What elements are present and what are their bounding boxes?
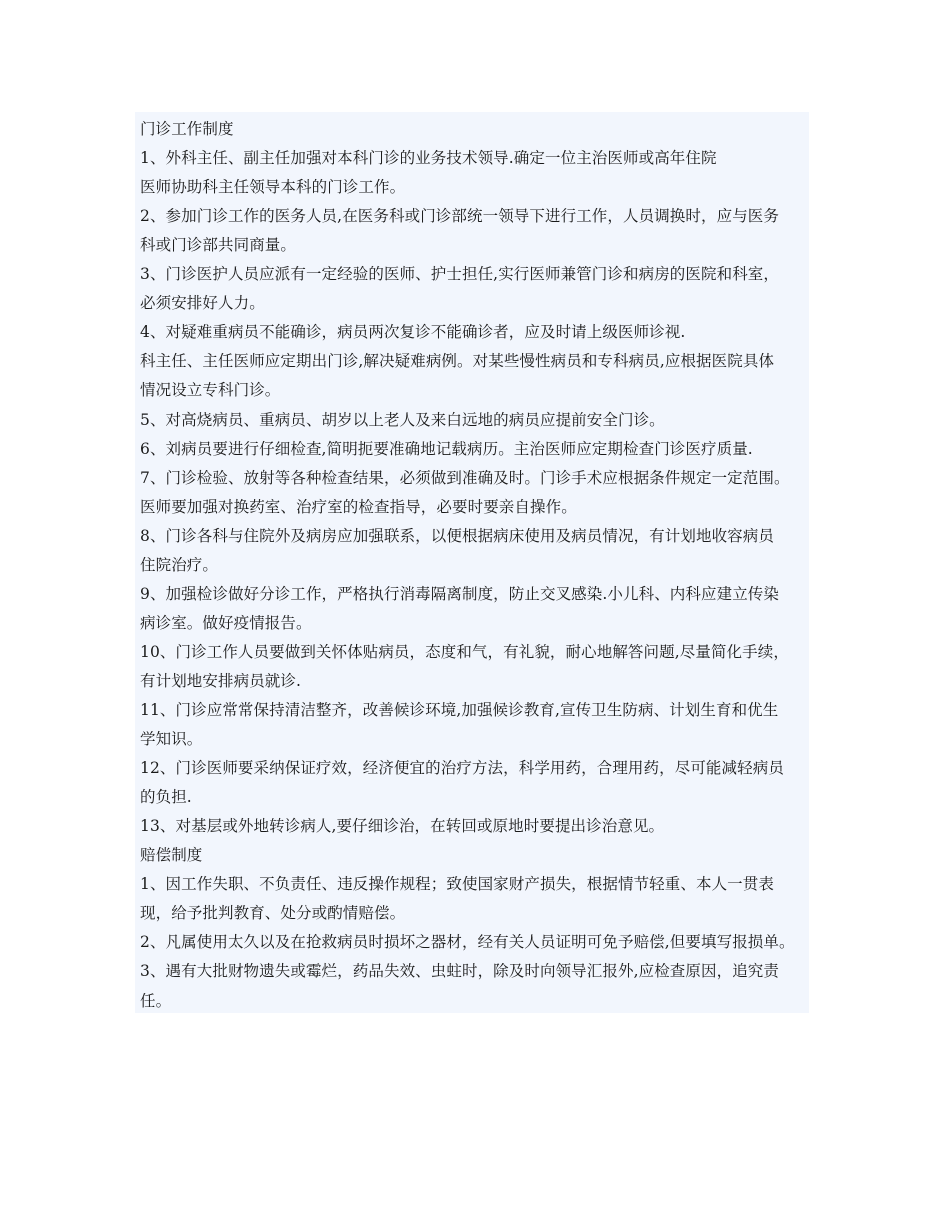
- body-text-line: 5、对高烧病员、重病员、胡岁以上老人及来白远地的病员应提前安全门诊。: [140, 410, 665, 429]
- body-text-line: 12、门诊医师要采纳保证疗效，经济便宜的治疗方法，科学用药，合理用药，尽可能减轻病员: [140, 759, 784, 778]
- body-text-line: 4、对疑难重病员不能确诊，病员两次复诊不能确诊者，应及时请上级医师诊视.: [140, 323, 686, 342]
- body-text-line: 10、门诊工作人员要做到关怀体贴病员，态度和气，有礼貌，耐心地解答问题,尽量简化手续，: [140, 642, 789, 661]
- body-text-line: 的负担.: [140, 788, 192, 807]
- body-text-line: 医师要加强对换药室、治疗室的检查指导，必要时要亲自操作。: [140, 497, 577, 516]
- section-title-outpatient-rules: 门诊工作制度: [140, 120, 234, 138]
- body-text-line: 必须安排好人力。: [140, 294, 265, 313]
- body-text-line: 科或门诊部共同商量。: [140, 236, 297, 255]
- body-text-line: 1、因工作失职、不负责任、违反操作规程；致使国家财产损失，根据情节轻重、本人一贯表: [140, 875, 774, 894]
- body-text-line: 任。: [140, 991, 172, 1010]
- body-text-line: 3、门诊医护人员应派有一定经验的医师、护士担任,实行医师兼管门诊和病房的医院和科室，: [140, 265, 779, 284]
- body-text-line: 2、参加门诊工作的医务人员,在医务科或门诊部统一领导下进行工作，人员调换时，应与医务: [140, 207, 779, 226]
- body-text-line: 1、外科主任、副主任加强对本科门诊的业务技术领导.确定一位主治医师或高年住院: [140, 149, 717, 168]
- body-text-line: 科主任、主任医师应定期出门诊,解决疑难病例。对某些慢性病员和专科病员,应根据医院具体: [140, 352, 775, 371]
- section-title-compensation-rules: 赔偿制度: [140, 846, 203, 865]
- body-text-line: 病诊室。做好疫情报告。: [140, 613, 312, 632]
- body-text-line: 有计划地安排病员就诊.: [140, 671, 302, 690]
- body-text-line: 13、对基层或外地转诊病人,要仔细诊治，在转回或原地时要提出诊治意见。: [140, 817, 665, 836]
- body-text-line: 8、门诊各科与住院外及病房应加强联系，以便根据病床使用及病员情况，有计划地收容病员: [140, 526, 774, 545]
- body-text-line: 现，给予批判教育、处分或酌情赔偿。: [140, 904, 406, 923]
- body-text-line: 3、遇有大批财物遗失或霉烂，药品失效、虫蛀时，除及时向领导汇报外,应检查原因，追究责: [140, 962, 779, 981]
- body-text-line: 住院治疗。: [140, 555, 219, 574]
- body-text-line: 9、加强检诊做好分诊工作，严格执行消毒隔离制度，防止交叉感染.小儿科、内科应建立传染: [140, 584, 779, 603]
- body-text-line: 情况设立专科门诊。: [140, 381, 281, 400]
- body-text-line: 11、门诊应常常保持清洁整齐，改善候诊环境,加强候诊教育,宣传卫生防病、计划生育和优生: [140, 701, 779, 719]
- body-text-line: 学知识。: [140, 730, 203, 749]
- body-text-line: 7、门诊检验、放射等各种检查结果，必须做到准确及时。门诊手术应根据条件规定一定范围。: [140, 468, 790, 487]
- body-text-line: 6、刘病员要进行仔细检查,简明扼要准确地记载病历。主治医师应定期检查门诊医疗质量.: [140, 439, 753, 458]
- body-text-line: 医师协助科主任领导本科的门诊工作。: [140, 178, 406, 197]
- document-body: [135, 112, 809, 1013]
- body-text-line: 2、凡属使用太久以及在抢救病员时损坏之器材，经有关人员证明可免予赔偿,但要填写报损单。: [140, 933, 795, 952]
